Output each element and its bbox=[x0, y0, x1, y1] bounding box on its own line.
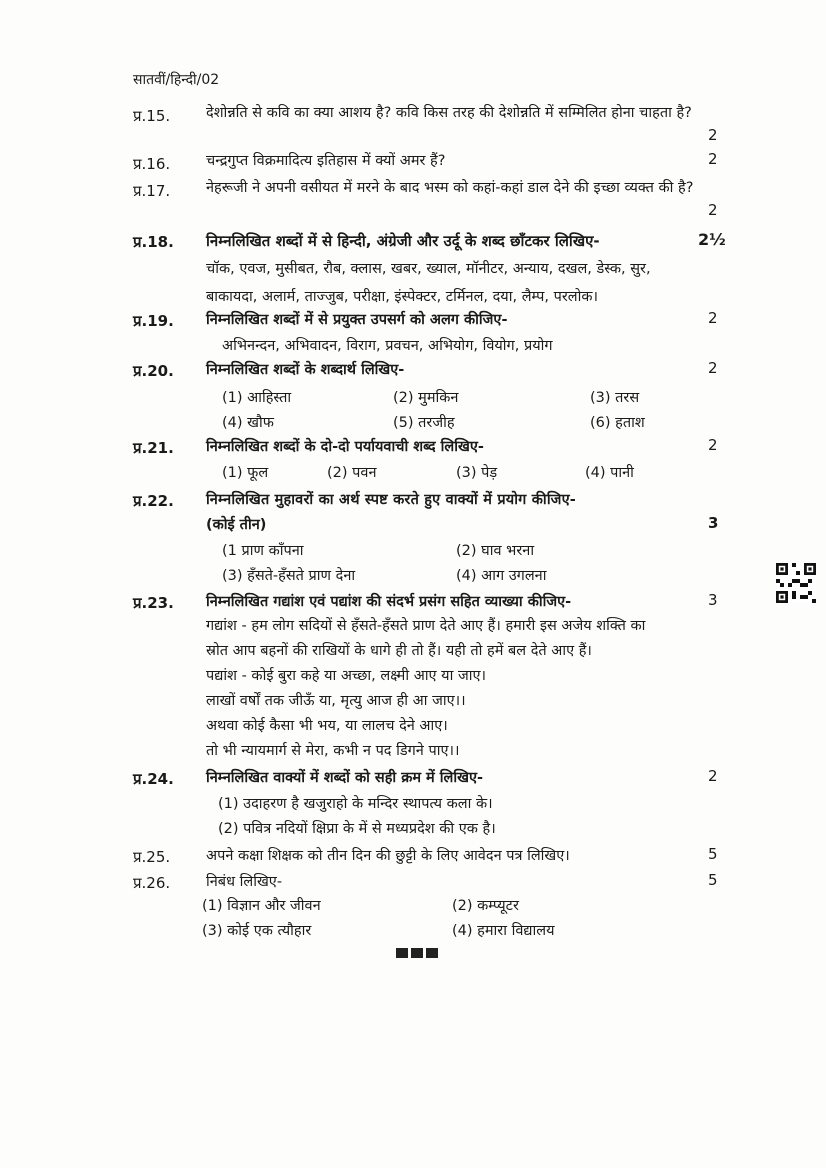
verse-line-2: लाखों वर्षों तक जीऊँ या, मृत्यु आज ही आ जाए।। bbox=[206, 693, 466, 709]
option-3: (3) पेड़ bbox=[456, 465, 498, 481]
option-4: (4) पानी bbox=[585, 465, 634, 481]
question-number: प्र.15. bbox=[133, 107, 171, 125]
marks: 3 bbox=[708, 591, 718, 609]
option-1: (1) आहिस्ता bbox=[222, 390, 292, 406]
marks: 5 bbox=[708, 845, 718, 863]
marks: 3 bbox=[708, 514, 719, 532]
question-text: देशोन्नति से कवि का क्या आशय है? कवि किस तरह की देशोन्नति में सम्मिलित होना चाहता है? bbox=[206, 105, 692, 121]
word-list-1: चॉक, एवज, मुसीबत, रौब, क्लास, खबर, ख्याल, मॉनीटर, अन्याय, दखल, डेस्क, सुर, bbox=[206, 261, 651, 277]
option-1: (1 प्राण काँपना bbox=[222, 543, 304, 559]
option-1: (1) विज्ञान और जीवन bbox=[202, 898, 321, 914]
option-1: (1) फूल bbox=[222, 465, 269, 481]
question-text: नेहरूजी ने अपनी वसीयत में मरने के बाद भस्म को कहां-कहां डाल देने की इच्छा व्यक्त की है? bbox=[206, 180, 694, 196]
question-text: निम्नलिखित मुहावरों का अर्थ स्पष्ट करते हुए वाक्यों में प्रयोग कीजिए- bbox=[206, 492, 577, 508]
question-number: प्र.22. bbox=[133, 492, 174, 510]
word-list: अभिनन्दन, अभिवादन, विराग, प्रवचन, अभियोग, वियोग, प्रयोग bbox=[222, 338, 553, 354]
marks: 5 bbox=[708, 871, 718, 889]
question-text: निम्नलिखित शब्दों में से प्रयुक्त उपसर्ग को अलग कीजिए- bbox=[206, 312, 508, 328]
marks: 2 bbox=[708, 126, 718, 144]
question-text: निम्नलिखित वाक्यों में शब्दों को सही क्रम में लिखिए- bbox=[206, 770, 484, 786]
option-6: (6) हताश bbox=[590, 415, 645, 431]
marks: 2 bbox=[708, 767, 718, 785]
option-3: (3) हँसते-हँसते प्राण देना bbox=[222, 568, 356, 584]
end-block bbox=[396, 948, 408, 958]
marks: 2 bbox=[708, 150, 718, 168]
question-number: प्र.19. bbox=[133, 312, 174, 330]
question-number: प्र.26. bbox=[133, 874, 171, 892]
passage-line-2: स्रोत आप बहनों की राखियों के धागे ही तो हैं। यही तो हमें बल देते आए हैं। bbox=[206, 643, 592, 659]
word-list-2: बाकायदा, अलार्म, ताज्जुब, परीक्षा, इंस्पेक्टर, टर्मिनल, दया, लैम्प, परलोक। bbox=[206, 289, 598, 305]
verse-line-1: पद्यांश - कोई बुरा कहे या अच्छा, लक्ष्मी आए या जाए। bbox=[206, 668, 486, 684]
option-2: (2) पवित्र नदियों क्षिप्रा के में से मध्यप्रदेश की एक है। bbox=[218, 821, 496, 837]
question-text: निम्नलिखित गद्यांश एवं पद्यांश की संदर्भ प्रसंग सहित व्याख्या कीजिए- bbox=[206, 594, 572, 610]
end-of-page-mark bbox=[396, 948, 438, 958]
option-4: (4) खौफ bbox=[222, 415, 274, 431]
end-block bbox=[411, 948, 423, 958]
question-number: प्र.23. bbox=[133, 594, 174, 612]
option-3: (3) तरस bbox=[590, 390, 640, 406]
question-number: प्र.18. bbox=[133, 233, 174, 251]
option-2: (2) कम्प्यूटर bbox=[452, 898, 519, 914]
verse-line-3: अथवा कोई कैसा भी भय, या लालच देने आए। bbox=[206, 718, 448, 734]
option-4: (4) आग उगलना bbox=[456, 568, 547, 584]
question-text: चन्द्रगुप्त विक्रमादित्य इतिहास में क्यों अमर हैं? bbox=[206, 153, 446, 169]
question-number: प्र.16. bbox=[133, 155, 171, 173]
option-2: (2) घाव भरना bbox=[456, 543, 535, 559]
marks: 2 bbox=[708, 359, 718, 377]
question-number: प्र.17. bbox=[133, 182, 171, 200]
qr-code-icon bbox=[776, 563, 816, 603]
option-2: (2) पवन bbox=[327, 465, 377, 481]
question-text: निम्नलिखित शब्दों में से हिन्दी, अंग्रेजी और उर्दू के शब्द छाँटकर लिखिए- bbox=[206, 232, 600, 250]
verse-line-4: तो भी न्यायमार्ग से मेरा, कभी न पद डिगने पाए।। bbox=[206, 743, 460, 759]
page-header: सातवीं/हिन्दी/02 bbox=[133, 72, 220, 88]
end-block bbox=[426, 948, 438, 958]
option-5: (5) तरजीह bbox=[393, 415, 455, 431]
option-4: (4) हमारा विद्यालय bbox=[452, 923, 555, 939]
option-2: (2) मुमकिन bbox=[393, 390, 459, 406]
question-subtext: (कोई तीन) bbox=[206, 517, 267, 533]
question-text: अपने कक्षा शिक्षक को तीन दिन की छुट्टी के लिए आवेदन पत्र लिखिए। bbox=[206, 848, 570, 864]
question-number: प्र.21. bbox=[133, 439, 174, 457]
question-number: प्र.20. bbox=[133, 362, 174, 380]
question-number: प्र.25. bbox=[133, 848, 171, 866]
question-text: निम्नलिखित शब्दों के दो-दो पर्यायवाची शब्द लिखिए- bbox=[206, 439, 484, 455]
option-1: (1) उदाहरण है खजुराहो के मन्दिर स्थापत्य कला के। bbox=[218, 796, 493, 812]
question-number: प्र.24. bbox=[133, 770, 174, 788]
question-text: निबंध लिखिए- bbox=[206, 874, 283, 890]
passage-line-1: गद्यांश - हम लोग सदियों से हँसते-हँसते प्राण देते आए हैं। हमारी इस अजेय शक्ति का bbox=[206, 618, 646, 634]
question-text: निम्नलिखित शब्दों के शब्दार्थ लिखिए- bbox=[206, 362, 405, 378]
option-3: (3) कोई एक त्यौहार bbox=[202, 923, 312, 939]
marks: 2 bbox=[708, 436, 718, 454]
marks: 2½ bbox=[698, 230, 726, 249]
marks: 2 bbox=[708, 201, 718, 219]
marks: 2 bbox=[708, 309, 718, 327]
